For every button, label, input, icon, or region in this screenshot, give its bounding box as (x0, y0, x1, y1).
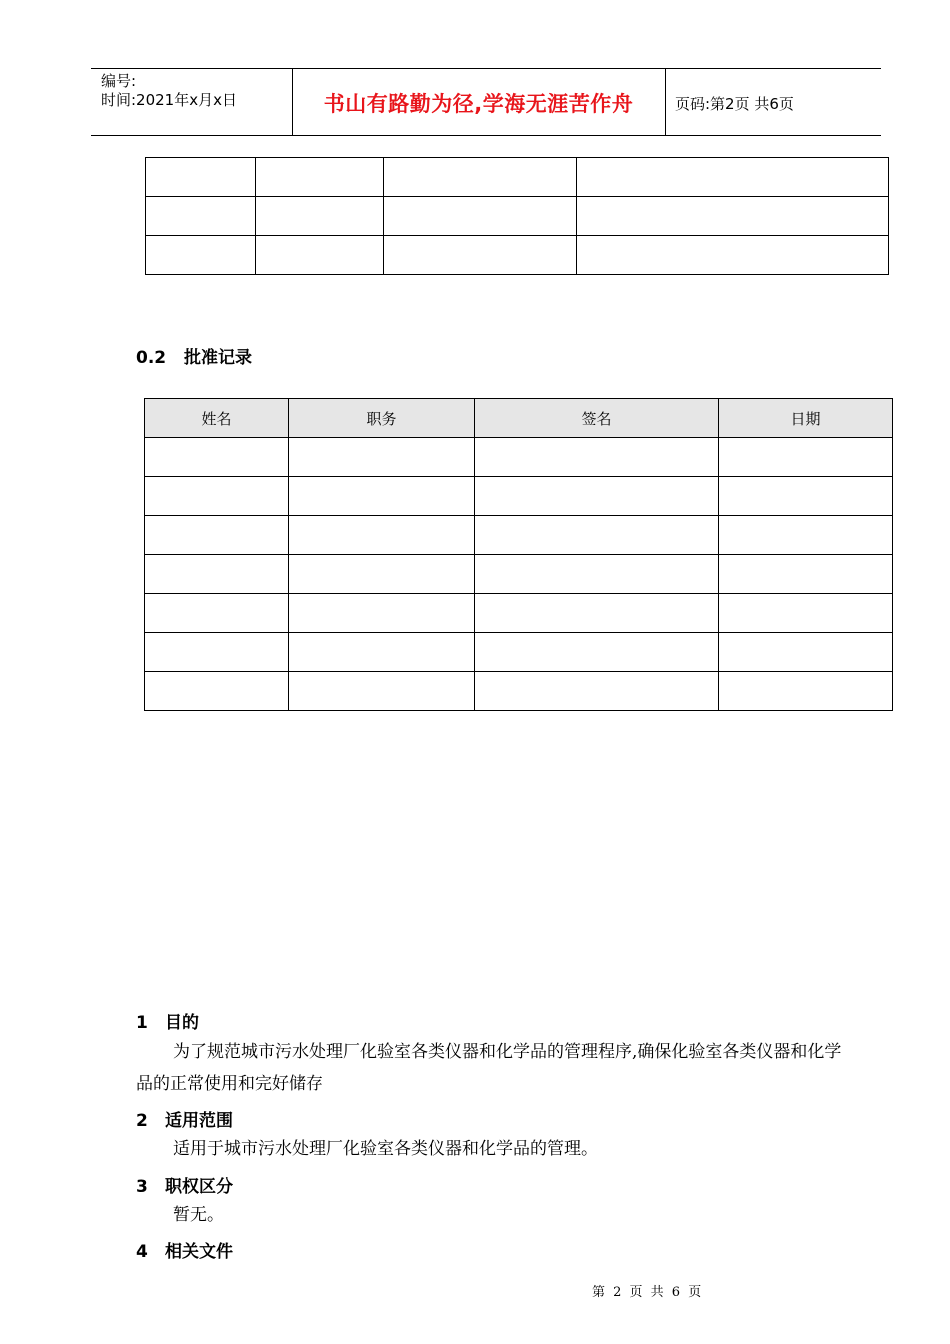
table-cell (719, 633, 893, 672)
table-cell (146, 158, 256, 197)
table-cell (719, 438, 893, 477)
table-cell (719, 672, 893, 711)
approval-number: 0.2 (136, 348, 167, 368)
section-text-scope: 适用于城市污水处理厂化验室各类仪器和化学品的管理。 (173, 1139, 598, 1159)
approval-title: 批准记录 (184, 348, 252, 368)
table-cell (146, 236, 256, 275)
table-row (145, 516, 893, 555)
table-cell (289, 438, 475, 477)
table-cell (475, 477, 719, 516)
table-cell (475, 594, 719, 633)
table-row (145, 477, 893, 516)
section-title: 适用范围 (165, 1111, 233, 1131)
table-cell (145, 516, 289, 555)
section-text-authority: 暂无。 (173, 1205, 224, 1225)
table-cell (289, 477, 475, 516)
table-cell (384, 236, 577, 275)
document-number-label: 编号: (101, 72, 137, 90)
approval-table (144, 398, 893, 711)
revision-table (145, 157, 889, 275)
table-row (146, 158, 889, 197)
header-page-info: 页码:第2页 共6页 (675, 95, 794, 113)
table-cell (256, 236, 384, 275)
table-row (145, 555, 893, 594)
table-cell (475, 633, 719, 672)
footer-page-number: 第 2 页 共 6 页 (592, 1285, 702, 1300)
section-heading-scope (136, 1106, 233, 1131)
table-cell (719, 477, 893, 516)
header-top-rule (91, 68, 881, 69)
table-row (146, 197, 889, 236)
table-row (145, 672, 893, 711)
approval-heading (136, 343, 252, 368)
table-cell (289, 594, 475, 633)
table-cell (384, 197, 577, 236)
table-cell (289, 555, 475, 594)
column-header-name: 姓名 (145, 399, 289, 438)
section-heading-authority (136, 1172, 233, 1197)
table-cell (475, 516, 719, 555)
column-header-signature: 签名 (475, 399, 719, 438)
table-cell (289, 633, 475, 672)
table-cell (719, 555, 893, 594)
table-cell (577, 236, 889, 275)
table-cell (384, 158, 577, 197)
table-cell (475, 672, 719, 711)
table-cell (256, 197, 384, 236)
header-motto: 书山有路勤为径,学海无涯苦作舟 (323, 92, 634, 116)
table-header-row (145, 399, 893, 438)
table-row (146, 236, 889, 275)
section-number: 2 (136, 1111, 148, 1131)
header-bottom-rule (91, 135, 881, 136)
section-title: 职权区分 (165, 1177, 233, 1197)
table-row (145, 438, 893, 477)
section-text-purpose: 为了规范城市污水处理厂化验室各类仪器和化学品的管理程序,确保化验室各类仪器和化学品的正常使用和完好储存 (136, 1042, 842, 1094)
section-title: 目的 (165, 1013, 199, 1033)
column-header-date: 日期 (719, 399, 893, 438)
table-cell (289, 672, 475, 711)
section-number: 3 (136, 1177, 148, 1197)
section-number: 1 (136, 1013, 148, 1033)
table-row (145, 594, 893, 633)
table-cell (145, 477, 289, 516)
section-heading-purpose (136, 1008, 199, 1033)
table-cell (719, 516, 893, 555)
table-row (145, 633, 893, 672)
table-cell (719, 594, 893, 633)
table-cell (289, 516, 475, 555)
header-left-block (101, 72, 237, 110)
header-divider-right (665, 68, 666, 135)
table-cell (577, 197, 889, 236)
table-cell (256, 158, 384, 197)
section-title: 相关文件 (165, 1242, 233, 1262)
table-cell (145, 672, 289, 711)
table-cell (145, 633, 289, 672)
section-number: 4 (136, 1242, 148, 1262)
table-cell (145, 555, 289, 594)
table-cell (146, 197, 256, 236)
table-cell (475, 438, 719, 477)
document-time-label: 时间:2021年x月x日 (101, 91, 237, 109)
section-heading-related-docs (136, 1237, 233, 1262)
column-header-position: 职务 (289, 399, 475, 438)
table-cell (145, 594, 289, 633)
table-cell (475, 555, 719, 594)
table-cell (577, 158, 889, 197)
table-cell (145, 438, 289, 477)
